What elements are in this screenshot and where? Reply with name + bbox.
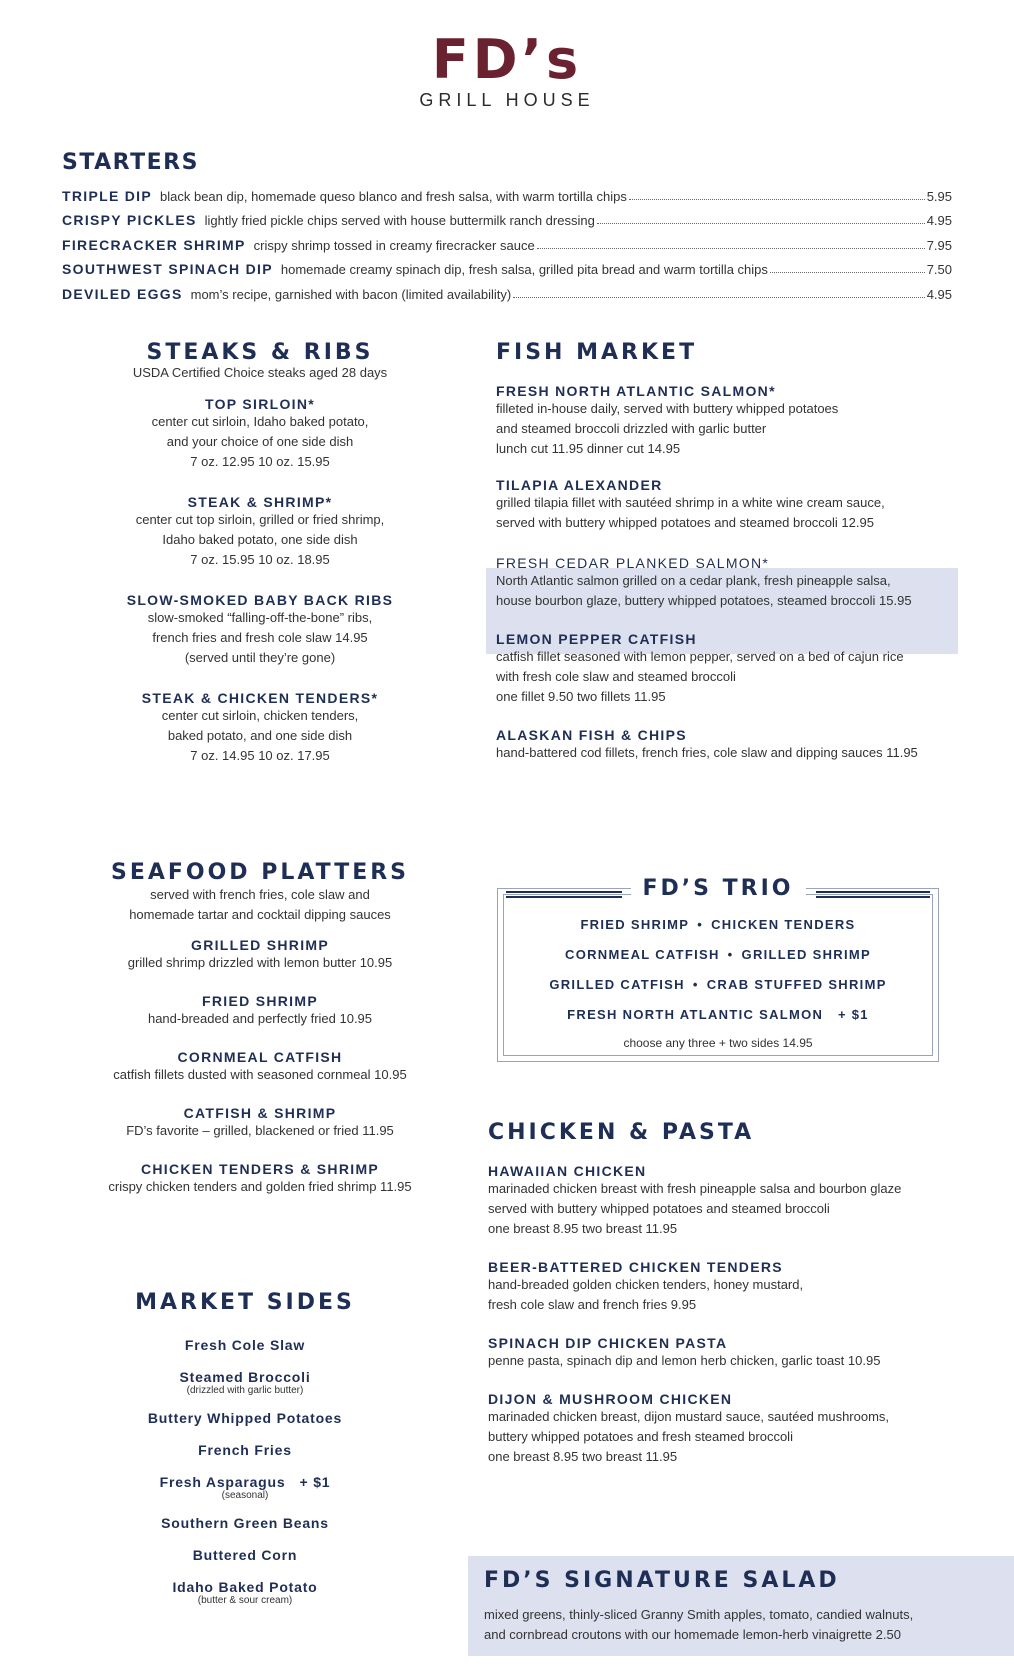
trio-option-row (497, 947, 939, 962)
item-name: TOP SIRLOIN* (205, 396, 315, 412)
steaks-section (70, 340, 450, 766)
item-desc: marinaded chicken breast with fresh pineapple salsa and bourbon glaze served with buttery whipped potatoes and steamed broccoli one breast 8.95 two breast 11.95 (488, 1181, 902, 1236)
item-name: BEER-BATTERED CHICKEN TENDERS (488, 1259, 783, 1275)
section-note: USDA Certified Choice steaks aged 28 days (132, 365, 388, 380)
dot-leader (537, 248, 925, 249)
item-desc: grilled shrimp drizzled with lemon butter 10.95 (127, 955, 393, 970)
item-desc: crispy chicken tenders and golden fried shrimp 11.95 (108, 1179, 412, 1194)
trio-title-rule-left (506, 891, 622, 893)
starter-desc: lightly fried pickle chips served with house buttermilk ranch dressing (204, 213, 595, 228)
trio-option-salmon: FRESH NORTH ATLANTIC SALMON + $1 (567, 1007, 869, 1022)
item-desc: penne pasta, spinach dip and lemon herb chicken, garlic toast 10.95 (488, 1353, 881, 1368)
item-desc: catfish fillets dusted with seasoned cornmeal 10.95 (113, 1067, 407, 1082)
starter-desc: black bean dip, homemade queso blanco and fresh salsa, with warm tortilla chips (160, 188, 627, 204)
starter-name: DEVILED EGGS (62, 285, 183, 302)
starter-desc: homemade creamy spinach dip, fresh salsa, grilled pita bread and warm tortilla chips (280, 262, 768, 277)
starter-item (62, 228, 952, 253)
dot-leader (629, 199, 925, 200)
side-item (80, 1337, 410, 1353)
logo-subtitle: GRILL HOUSE (419, 90, 595, 110)
menu-item (60, 1049, 460, 1085)
starter-item (62, 179, 952, 204)
item-name: LEMON PEPPER CATFISH (496, 631, 697, 647)
menu-item (70, 494, 450, 570)
side-note: (seasonal) (221, 1490, 269, 1501)
section-title-trio: FD’S TRIO (631, 876, 806, 901)
menu-item (60, 1105, 460, 1141)
menu-item (488, 1335, 958, 1371)
side-name: Fresh Cole Slaw (184, 1337, 306, 1353)
item-name: FRESH NORTH ATLANTIC SALMON* (496, 383, 776, 399)
side-name: Buttery Whipped Potatoes (147, 1410, 343, 1426)
item-desc: marinaded chicken breast, dijon mustard sauce, sautéed mushrooms, buttery whipped potatoes and fresh steamed broccoli one breast 8.95 two breast 11.95 (488, 1409, 890, 1464)
starter-name: CRISPY PICKLES (62, 212, 197, 228)
side-item (80, 1547, 410, 1563)
trio-option: GRILLED SHRIMP (741, 947, 871, 962)
section-title-sides: MARKET SIDES (135, 1290, 355, 1315)
item-name: CHICKEN TENDERS & SHRIMP (140, 1161, 380, 1177)
side-item (80, 1474, 410, 1501)
menu-item (488, 1163, 958, 1239)
bullet: • (692, 977, 699, 992)
item-desc: hand-breaded and perfectly fried 10.95 (147, 1011, 373, 1026)
item-name: ALASKAN FISH & CHIPS (496, 727, 687, 743)
menu-item (60, 993, 460, 1029)
item-desc: FD’s favorite – grilled, blackened or fried 11.95 (126, 1123, 394, 1138)
item-name: GRILLED SHRIMP (191, 937, 329, 953)
side-item (80, 1410, 410, 1426)
trio-option-row (497, 917, 939, 932)
menu-item (70, 592, 450, 668)
starter-price: 4.95 (926, 286, 952, 302)
item-name: TILAPIA ALEXANDER (496, 477, 663, 493)
item-desc: center cut top sirloin, grilled or fried shrimp, Idaho baked potato, one side dish 7 oz. 15.95 10 oz. 18.95 (135, 512, 385, 567)
side-item (80, 1579, 410, 1606)
starter-price: 5.95 (926, 188, 952, 204)
section-title-fish: FISH MARKET (496, 340, 698, 365)
menu-item (496, 477, 956, 533)
bullet: • (727, 947, 734, 962)
item-desc: hand-battered cod fillets, french fries, cole slaw and dipping sauces 11.95 (496, 745, 918, 760)
item-name: CORNMEAL CATFISH (177, 1049, 343, 1065)
trio-title-rule-left (506, 896, 622, 898)
section-title-platters: SEAFOOD PLATTERS (110, 860, 410, 885)
starter-name: TRIPLE DIP (62, 187, 153, 204)
side-item (80, 1369, 410, 1396)
menu-item (488, 1391, 958, 1467)
side-name: Buttered Corn (192, 1547, 298, 1563)
section-title-steaks: STEAKS & RIBS (146, 340, 374, 365)
trio-title-rule-right (816, 891, 930, 893)
menu-item (496, 631, 956, 707)
menu-item (488, 1259, 958, 1315)
side-name: Idaho Baked Potato (172, 1579, 318, 1595)
fish-section (496, 340, 956, 763)
item-desc: catfish fillet seasoned with lemon pepper, served on a bed of cajun rice with fresh cole slaw and steamed broccoli one fillet 9.50 two fillets 11.95 (496, 649, 904, 704)
item-desc: filleted in-house daily, served with buttery whipped potatoes and steamed broccoli drizzled with garlic butter lunch cut 11.95 dinner cut 14.95 (496, 401, 839, 456)
side-item (80, 1442, 410, 1458)
side-name: French Fries (198, 1442, 292, 1458)
item-name: SPINACH DIP CHICKEN PASTA (488, 1335, 728, 1351)
section-title-salad: FD’S SIGNATURE SALAD (484, 1568, 840, 1593)
side-name: Southern Green Beans (161, 1515, 329, 1531)
menu-item (496, 383, 956, 459)
menu-item (60, 937, 460, 973)
trio-option: CHICKEN TENDERS (711, 917, 856, 932)
section-note: served with french fries, cole slaw and homemade tartar and cocktail dipping sauces (129, 887, 391, 922)
trio-option: CRAB STUFFED SHRIMP (706, 977, 887, 992)
platters-section (60, 860, 460, 1197)
side-name: Fresh Asparagus + $1 (159, 1474, 331, 1490)
side-name: Steamed Broccoli (179, 1369, 311, 1385)
starter-item (62, 277, 952, 302)
menu-item (496, 727, 956, 763)
side-note: (drizzled with garlic butter) (186, 1385, 304, 1396)
item-name: SLOW-SMOKED BABY BACK RIBS (126, 592, 394, 608)
dot-leader (513, 297, 924, 298)
item-desc: hand-breaded golden chicken tenders, honey mustard, fresh cole slaw and french fries 9.95 (488, 1277, 804, 1312)
item-name: FRESH CEDAR PLANKED SALMON* (496, 555, 770, 571)
menu-item (60, 1161, 460, 1197)
dot-leader (597, 223, 925, 224)
starter-item (62, 253, 952, 278)
starter-price: 4.95 (926, 213, 952, 228)
trio-option: CORNMEAL CATFISH (565, 947, 720, 962)
trio-option: GRILLED CATFISH (549, 977, 685, 992)
item-name: FRIED SHRIMP (202, 993, 318, 1009)
starter-price: 7.50 (926, 262, 952, 277)
item-name: HAWAIIAN CHICKEN (488, 1163, 647, 1179)
chicken-section (488, 1120, 958, 1467)
menu-item (70, 396, 450, 472)
starter-item (62, 204, 952, 229)
bullet: • (697, 917, 704, 932)
side-item (80, 1515, 410, 1531)
item-desc: grilled tilapia fillet with sautéed shrimp in a white wine cream sauce, served with buttery whipped potatoes and steamed broccoli 12.95 (496, 495, 885, 530)
item-desc: center cut sirloin, chicken tenders, baked potato, and one side dish 7 oz. 14.95 10 oz. 17.95 (161, 708, 359, 763)
sides-section (80, 1290, 410, 1606)
starter-name: SOUTHWEST SPINACH DIP (62, 261, 273, 277)
starter-desc: crispy shrimp tossed in creamy firecracker sauce (253, 237, 535, 253)
menu-item (70, 690, 450, 766)
item-name: CATFISH & SHRIMP (183, 1105, 337, 1121)
item-desc: North Atlantic salmon grilled on a cedar plank, fresh pineapple salsa, house bourbon glaze, buttery whipped potatoes, steamed broccoli 15.95 (496, 573, 912, 608)
menu-item (496, 555, 956, 611)
starter-name: FIRECRACKER SHRIMP (62, 236, 246, 253)
starter-price: 7.95 (926, 237, 952, 253)
starters-section (62, 150, 952, 302)
section-title-starters: STARTERS (62, 150, 199, 175)
item-desc: slow-smoked “falling-off-the-bone” ribs, french fries and fresh cole slaw 14.95 (served until they’re gone) (147, 610, 373, 665)
item-name: DIJON & MUSHROOM CHICKEN (488, 1391, 733, 1407)
item-name: STEAK & CHICKEN TENDERS* (141, 690, 379, 706)
logo: FD’s (431, 28, 583, 91)
section-title-chicken: CHICKEN & PASTA (488, 1120, 755, 1145)
item-desc: center cut sirloin, Idaho baked potato, and your choice of one side dish 7 oz. 12.95 10 oz. 15.95 (151, 414, 369, 469)
dot-leader (770, 272, 925, 273)
item-name: STEAK & SHRIMP* (187, 494, 333, 510)
side-note: (butter & sour cream) (197, 1595, 293, 1606)
salad-section (484, 1568, 1004, 1645)
trio-option: FRIED SHRIMP (580, 917, 690, 932)
trio-note: choose any three + two sides 14.95 (623, 1036, 813, 1050)
salad-desc: mixed greens, thinly-sliced Granny Smith apples, tomato, candied walnuts, and cornbread croutons with our homemade lemon-herb vinaigrette 2.50 (484, 1607, 914, 1642)
starter-desc: mom’s recipe, garnished with bacon (limited availability) (190, 286, 512, 302)
trio-option-row (497, 977, 939, 992)
trio-title-rule-right (816, 896, 930, 898)
